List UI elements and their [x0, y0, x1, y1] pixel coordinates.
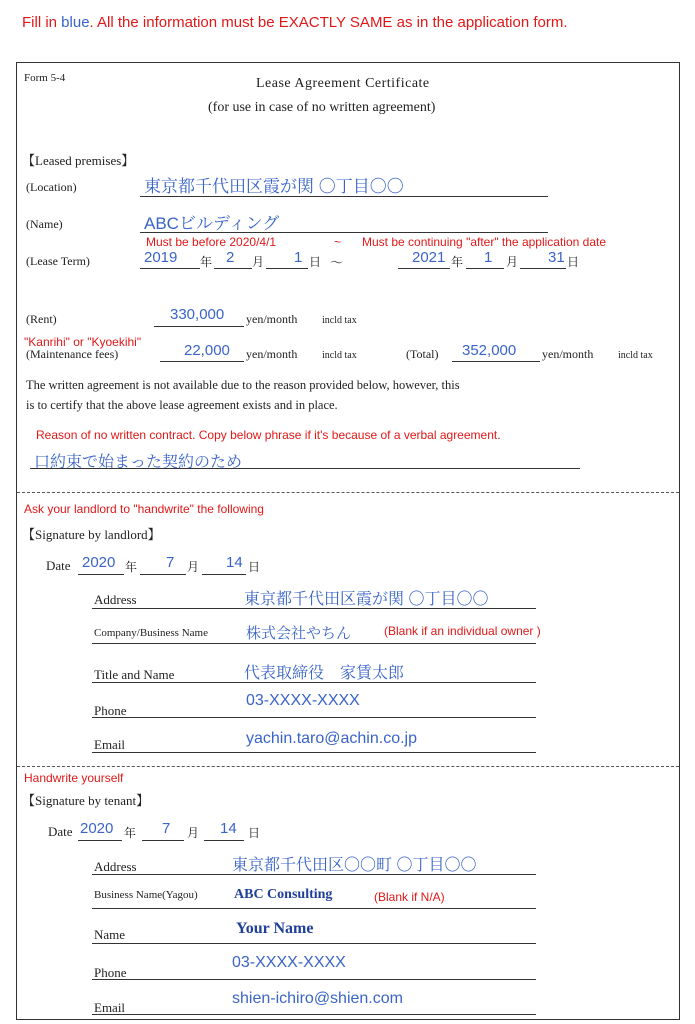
name-underline [140, 232, 548, 233]
landlord-phone-value: 03-XXXX-XXXX [246, 692, 360, 709]
tenant-phone-value: 03-XXXX-XXXX [232, 954, 346, 971]
landlord-date-day: 14 [226, 554, 243, 571]
tenant-divider [17, 766, 679, 767]
landlord-year-underline [78, 574, 124, 575]
end-day-char: 日 [567, 255, 580, 269]
end-year: 2021 [412, 249, 446, 266]
name-label: (Name) [26, 217, 63, 231]
tenant-name-label: Name [94, 927, 126, 942]
start-day-underline [266, 268, 308, 269]
location-label: (Location) [26, 180, 77, 194]
landlord-note: Ask your landlord to "handwrite" the following [24, 502, 264, 516]
landlord-email-value: yachin.taro@achin.co.jp [246, 730, 417, 747]
name-value: ABCビルディング [144, 214, 280, 233]
rent-underline [154, 326, 244, 327]
landlord-company-underline [92, 643, 536, 644]
lease-term-label: (Lease Term) [26, 254, 90, 268]
landlord-day-char: 日 [248, 560, 261, 574]
tenant-business-note: (Blank if N/A) [374, 890, 445, 904]
instruction-fill-in: Fill in [22, 14, 62, 31]
maintenance-underline [160, 361, 244, 362]
premises-heading: 【Leased premises】 [22, 153, 135, 168]
tenant-address-value: 東京都千代田区〇〇町 〇丁目〇〇 [232, 857, 477, 874]
end-month-char: 月 [506, 255, 519, 269]
reason-value: 口約束で始まった契約のため [34, 454, 243, 471]
end-month-underline [466, 268, 504, 269]
tenant-address-underline [92, 874, 536, 875]
maintenance-tax: incld tax [322, 350, 357, 361]
maintenance-value: 22,000 [184, 342, 230, 359]
tenant-name-underline [92, 943, 536, 944]
landlord-email-underline [92, 752, 536, 753]
instruction-line [22, 14, 568, 31]
total-underline [452, 361, 540, 362]
tenant-email-underline [92, 1014, 536, 1015]
tenant-phone-label: Phone [94, 965, 127, 980]
reason-underline [30, 468, 580, 469]
end-month: 1 [484, 249, 493, 266]
landlord-title-value: 代表取締役 家賃太郎 [244, 665, 405, 682]
landlord-month-underline [140, 574, 186, 575]
instruction-blue: blue [61, 14, 90, 31]
note-after-date: Must be continuing "after" the application date [362, 235, 607, 249]
tenant-business-underline [92, 908, 536, 909]
landlord-month-char: 月 [187, 560, 200, 574]
tenant-date-month: 7 [162, 820, 171, 837]
tenant-year-underline [78, 840, 122, 841]
location-value: 東京都千代田区霞が関 〇丁目〇〇 [144, 177, 404, 196]
landlord-date-year: 2020 [82, 554, 116, 571]
statement-line-1: The written agreement is not available due to the reason provided below, however, this [26, 378, 460, 392]
tenant-business-value: ABC Consulting [234, 887, 333, 902]
tenant-date-label: Date [48, 824, 73, 839]
form-number: Form 5-4 [24, 72, 66, 84]
start-day-char: 日 [309, 255, 322, 269]
landlord-title-underline [92, 682, 536, 683]
instruction-rest: . All the information must be EXACTLY SAME as in the application form. [89, 14, 568, 31]
start-year: 2019 [144, 249, 178, 266]
note-tilde: ~ [334, 235, 342, 249]
landlord-year-char: 年 [125, 560, 138, 574]
maintenance-unit: yen/month [246, 347, 298, 361]
landlord-phone-underline [92, 717, 536, 718]
landlord-address-underline [92, 608, 536, 609]
landlord-day-underline [202, 574, 246, 575]
landlord-heading: 【Signature by landlord】 [22, 527, 161, 542]
statement-line-2: is to certify that the above lease agreement exists and in place. [26, 398, 338, 412]
tenant-month-underline [142, 840, 184, 841]
tenant-address-label: Address [94, 859, 137, 874]
landlord-email-label: Email [94, 737, 126, 752]
landlord-title-label: Title and Name [94, 667, 175, 682]
landlord-address-label: Address [94, 592, 137, 607]
total-unit: yen/month [542, 347, 594, 361]
kanrihi-note: "Kanrihi" or "Kyoekihi" [24, 335, 142, 349]
tenant-day-char: 日 [248, 826, 261, 840]
start-month-char: 月 [252, 255, 265, 269]
total-value: 352,000 [462, 342, 517, 359]
start-day: 1 [294, 249, 303, 266]
maintenance-label: (Maintenance fees) [26, 347, 119, 361]
form-subtitle: (for use in case of no written agreement) [208, 100, 436, 115]
end-day: 31 [548, 249, 565, 266]
total-tax: incld tax [618, 350, 653, 361]
total-label: (Total) [406, 347, 439, 361]
end-day-underline [520, 268, 566, 269]
start-month-underline [214, 268, 252, 269]
landlord-phone-label: Phone [94, 703, 127, 718]
landlord-company-note: (Blank if an individual owner ) [384, 624, 541, 638]
tenant-business-label: Business Name(Yagou) [94, 889, 198, 901]
range-char: ～ [330, 255, 344, 270]
tenant-email-label: Email [94, 1000, 126, 1015]
start-year-underline [140, 268, 200, 269]
end-year-char: 年 [451, 255, 464, 269]
end-year-underline [398, 268, 450, 269]
tenant-date-year: 2020 [80, 820, 114, 837]
tenant-day-underline [204, 840, 244, 841]
start-month: 2 [226, 249, 235, 266]
reason-note: Reason of no written contract. Copy below phrase if it's because of a verbal agreement. [36, 428, 501, 442]
landlord-address-value: 東京都千代田区霞が関 〇丁目〇〇 [244, 591, 489, 608]
landlord-date-label: Date [46, 558, 71, 573]
landlord-divider [17, 492, 679, 493]
tenant-date-day: 14 [220, 820, 237, 837]
form-title: Lease Agreement Certificate [256, 76, 430, 91]
note-before-date: Must be before 2020/4/1 [146, 235, 277, 249]
tenant-email-value: shien-ichiro@shien.com [232, 990, 403, 1007]
tenant-year-char: 年 [124, 826, 137, 840]
rent-label: (Rent) [26, 312, 57, 326]
tenant-month-char: 月 [187, 826, 200, 840]
tenant-name-value: Your Name [236, 920, 314, 937]
location-underline [140, 196, 548, 197]
tenant-phone-underline [92, 979, 536, 980]
landlord-date-month: 7 [166, 554, 175, 571]
landlord-company-value: 株式会社やちん [246, 625, 352, 642]
rent-value: 330,000 [170, 306, 225, 323]
start-year-char: 年 [200, 255, 213, 269]
rent-tax: incld tax [322, 315, 357, 326]
tenant-note: Handwrite yourself [24, 771, 124, 785]
rent-unit: yen/month [246, 312, 298, 326]
landlord-company-label: Company/Business Name [94, 627, 208, 639]
tenant-heading: 【Signature by tenant】 [22, 793, 150, 808]
